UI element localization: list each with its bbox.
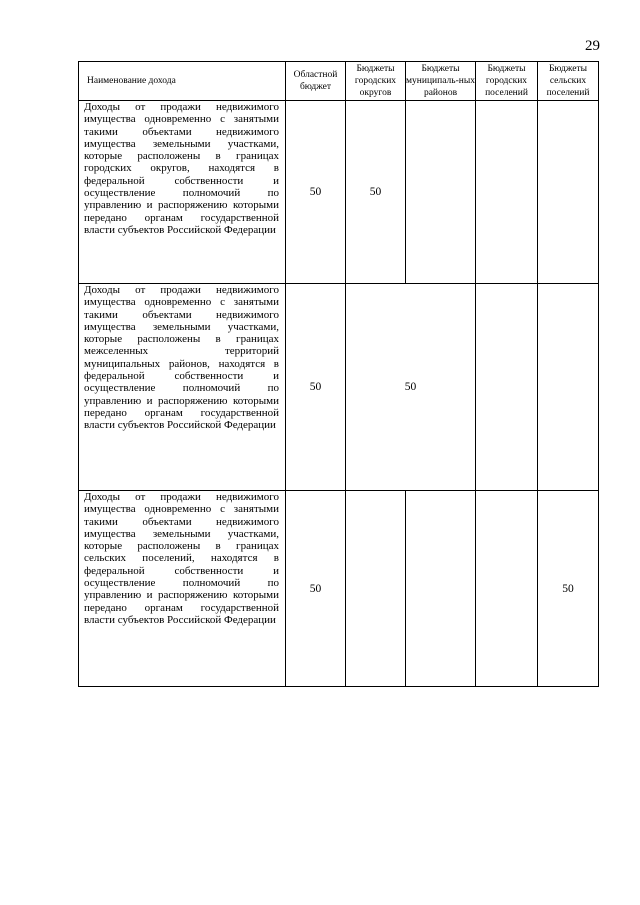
- city-district-budget-value: [346, 491, 406, 687]
- regional-budget-value: 50: [286, 491, 346, 687]
- urban-settlement-budget-value: [476, 101, 538, 284]
- income-name-cell: Доходы от продажи недвижимого имущества одновременно с занятыми такими объектами недвижимого имущества земельными участками, которые расположены в границах межселенных территорий муниципальных районов, находятся в федеральной собственности и осуществление полномочий по управлению и распоряжению которыми передано органам государственной власти субъектов Российской Федерации: [79, 284, 286, 491]
- header-urban-settlement-budgets: Бюджеты городских поселений: [476, 62, 538, 101]
- municipal-district-budget-value: [406, 101, 476, 284]
- urban-settlement-budget-value: [476, 284, 538, 491]
- rural-settlement-budget-value: 50: [538, 491, 599, 687]
- table-row: [79, 101, 599, 284]
- regional-budget-value: 50: [286, 101, 346, 284]
- municipal-district-budget-value: [406, 491, 476, 687]
- table-header-row: [79, 62, 599, 101]
- income-name-cell: Доходы от продажи недвижимого имущества одновременно с занятыми такими объектами недвижимого имущества земельными участками, которые расположены в границах городских округов, находятся в федеральной собственности и осуществление полномочий по управлению и распоряжению которыми передано органам государственной власти субъектов Российской Федерации: [79, 101, 286, 284]
- regional-budget-value: 50: [286, 284, 346, 491]
- header-city-district-budgets: Бюджеты городских округов: [346, 62, 406, 101]
- rural-settlement-budget-value: [538, 101, 599, 284]
- city-district-budget-value: 50: [346, 101, 406, 284]
- income-distribution-table: [78, 61, 599, 687]
- header-regional-budget: Областной бюджет: [286, 62, 346, 101]
- table-row: [79, 284, 599, 491]
- header-income-name: Наименование дохода: [79, 62, 286, 101]
- table-row: [79, 491, 599, 687]
- income-name-cell: Доходы от продажи недвижимого имущества одновременно с занятыми такими объектами недвижимого имущества земельными участками, которые расположены в границах сельских поселений, находятся в федеральной собственности и осуществление полномочий по управлению и распоряжению которыми передано органам государственной власти субъектов Российской Федерации: [79, 491, 286, 687]
- rural-settlement-budget-value: [538, 284, 599, 491]
- urban-settlement-budget-value: [476, 491, 538, 687]
- header-rural-settlement-budgets: Бюджеты сельских поселений: [538, 62, 599, 101]
- municipal-district-budget-value: 50: [346, 284, 476, 491]
- header-municipal-district-budgets: Бюджеты муниципаль-ных районов: [406, 62, 476, 101]
- page-number: 29: [585, 38, 600, 54]
